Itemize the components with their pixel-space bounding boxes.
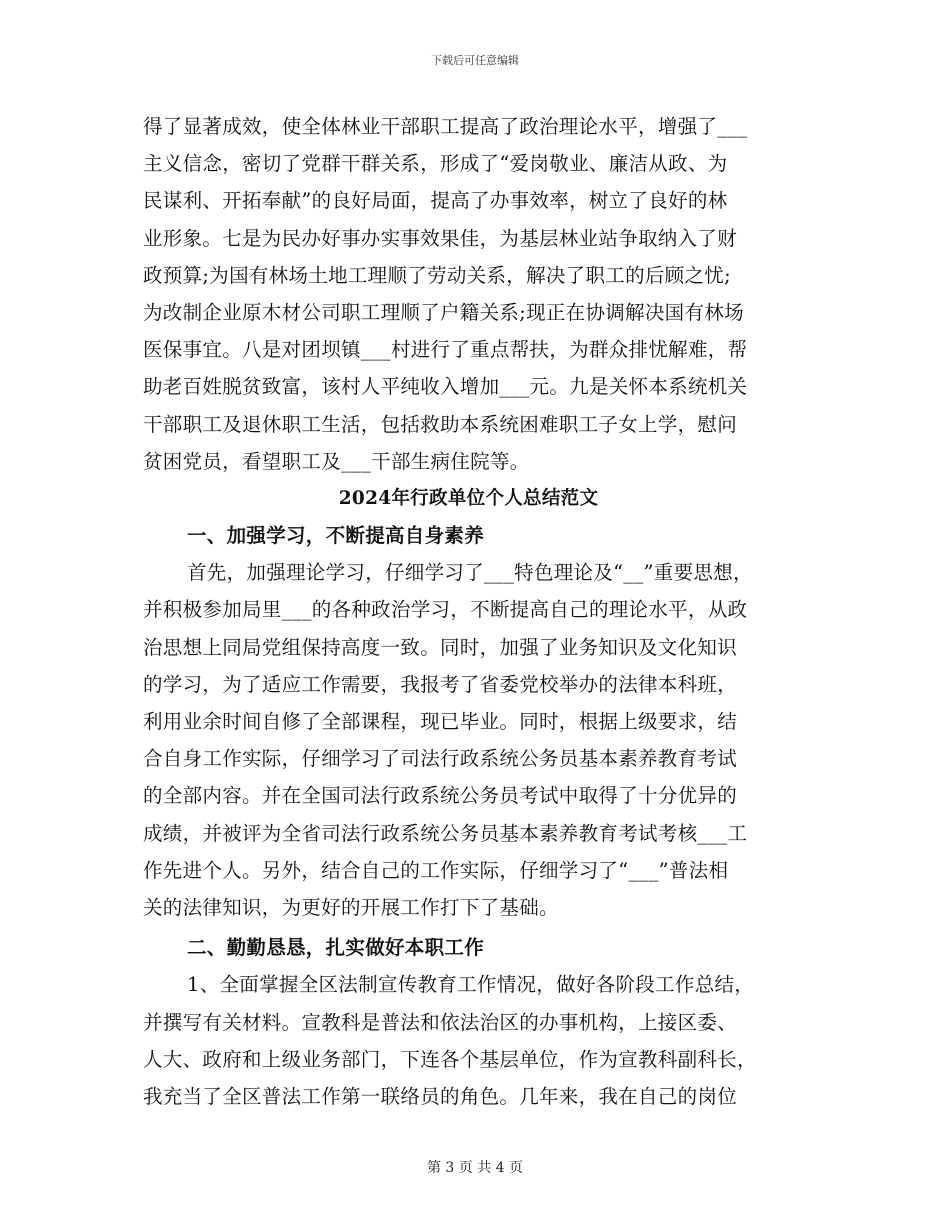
paragraph-line: 的学习，为了适应工作需要，我报考了省委党校举办的法律本科班， <box>143 672 738 696</box>
paragraph-line: 利用业余时间自修了全部课程，现已毕业。同时，根据上级要求，结 <box>143 710 738 733</box>
page-footer: 第 3 页 共 4 页 <box>426 1160 524 1176</box>
paragraph-line: 主义信念，密切了党群干群关系，形成了“爱岗敬业、廉洁从政、为 <box>143 152 728 176</box>
document-title: 2024年行政单位个人总结范文 <box>338 487 599 509</box>
paragraph-line: 贫困党员，看望职工及___干部生病住院等。 <box>143 449 530 473</box>
paragraph-line: 政预算;为国有林场土地工理顺了劳动关系，解决了职工的后顾之忧; <box>143 263 731 287</box>
paragraph-line: 成绩，并被评为全省司法行政系统公务员基本素养教育考试考核___工 <box>143 821 748 845</box>
paragraph-line: 为改制企业原木材公司职工理顺了户籍关系;现正在协调解决国有林场 <box>143 300 744 324</box>
paragraph-line: 业形象。七是为民办好事办实事效果佳，为基层林业站争取纳入了财 <box>143 226 738 250</box>
paragraph-line: 民谋利、开拓奉献”的良好局面，提高了办事效率，树立了良好的林 <box>143 189 728 213</box>
paragraph-line: 首先，加强理论学习，仔细学习了___特色理论及“__”重要思想， <box>187 561 753 585</box>
paragraph-line: 并撰写有关材料。宣教科是普法和依法治区的办事机构，上接区委、 <box>143 1010 738 1034</box>
paragraph-line: 得了显著成效，使全体林业干部职工提高了政治理论水平，增强了___ <box>143 115 748 138</box>
paragraph-line: 治思想上同局党组保持高度一致。同时，加强了业务知识及文化知识 <box>143 635 738 659</box>
paragraph-line: 1、全面掌握全区法制宣传教育工作情况，做好各阶段工作总结， <box>187 973 755 997</box>
paragraph-line: 我充当了全区普法工作第一联络员的角色。几年来，我在自己的岗位 <box>143 1084 738 1108</box>
page-header: 下载后可任意编辑 <box>431 54 519 67</box>
paragraph-line: 的全部内容。并在全国司法行政系统公务员考试中取得了十分优异的 <box>143 784 738 808</box>
paragraph-line: 并积极参加局里___的各种政治学习，不断提高自己的理论水平，从政 <box>143 598 748 622</box>
paragraph-line: 合自身工作实际，仔细学习了司法行政系统公务员基本素养教育考试 <box>143 747 738 771</box>
paragraph-line: 关的法律知识，为更好的开展工作打下了基础。 <box>143 895 559 919</box>
paragraph-line: 干部职工及退休职工生活，包括救助本系统困难职工子女上学，慰问 <box>143 412 738 436</box>
section-heading-1: 一、加强学习，不断提高自身素养 <box>187 524 485 548</box>
paragraph-line: 人大、政府和上级业务部门，下连各个基层单位，作为宣教科副科长， <box>143 1047 757 1071</box>
section-heading-2: 二、勤勤恳恳，扎实做好本职工作 <box>187 936 485 960</box>
document-body <box>143 108 823 1115</box>
paragraph-line: 作先进个人。另外，结合自己的工作实际，仔细学习了“___”普法相 <box>143 858 729 882</box>
paragraph-line: 医保事宜。八是对团坝镇___村进行了重点帮扶，为群众排忧解难，帮 <box>143 338 748 362</box>
paragraph-line: 助老百姓脱贫致富，该村人平纯收入增加___元。九是关怀本系统机关 <box>143 375 748 399</box>
